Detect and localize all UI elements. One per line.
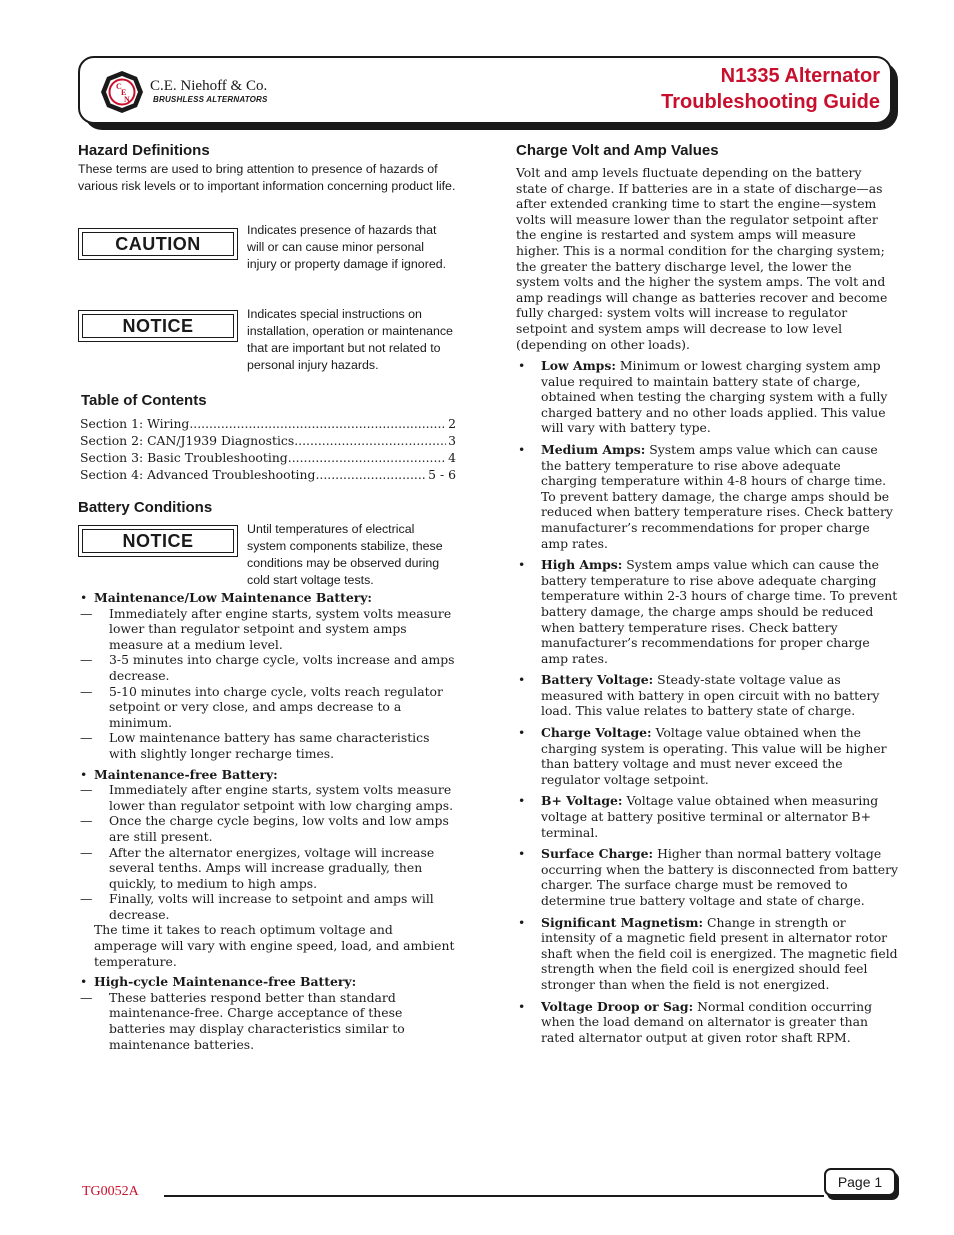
- company-tagline: BRUSHLESS ALTERNATORS: [153, 95, 268, 104]
- definition-item: [516, 672, 900, 719]
- company-logo-icon: [100, 70, 144, 114]
- list-item: — 3-5 minutes into charge cycle, volts increase and amps decrease.: [80, 652, 455, 683]
- caution-label-box: [78, 228, 238, 260]
- definition-item: [516, 557, 900, 666]
- battery-group-title: Maintenance/Low Maintenance Battery:: [94, 590, 373, 605]
- toc-entry[interactable]: Section 4: Advanced Troubleshooting ..... 5 - 6: [80, 466, 456, 483]
- list-item: — 5-10 minutes into charge cycle, volts reach regulator setpoint or very close, and amps decrease to a minimum.: [80, 683, 443, 730]
- title-line-1: N1335 Alternator: [720, 65, 880, 87]
- definition-term: Surface Charge:: [541, 846, 654, 862]
- svg-text:E: E: [121, 88, 127, 97]
- caution-definition: [78, 223, 458, 298]
- hazard-heading: Hazard Definitions: [78, 142, 210, 159]
- company-name: C.E. Niehoff & Co.: [150, 78, 268, 94]
- list-item: — Once the charge cycle begins, low volts and low amps are still present.: [80, 813, 449, 844]
- battery-group: [78, 767, 458, 970]
- notice-text: Indicates special instructions on installation, operation or maintenance that are important but not related to personal injury hazards.: [247, 307, 453, 372]
- bullet-icon: •: [518, 914, 526, 930]
- bullet-icon: •: [518, 672, 526, 688]
- definition-term: Battery Voltage:: [541, 672, 654, 688]
- battery-group-title: Maintenance-free Battery:: [94, 766, 278, 782]
- bullet-icon: •: [518, 557, 526, 573]
- charge-terms-list: [516, 358, 900, 1051]
- bullet-icon: •: [518, 441, 526, 457]
- bullet-icon: •: [80, 590, 88, 605]
- footer-divider: [164, 1195, 824, 1197]
- document-header: [78, 56, 892, 124]
- definition-item: [516, 915, 900, 993]
- definition-item: [516, 846, 900, 908]
- definition-text: Normal condition occurring when the load demand on alternator is greater than rated alternator output at given rotor shaft RPM.: [541, 998, 873, 1045]
- definition-text: Voltage value obtained when the charging system is operating. This value will be higher than battery voltage and must never exceed the regulator voltage setpoint.: [541, 725, 887, 787]
- definition-item: [516, 999, 900, 1046]
- definition-text: Change in strength or intensity of a magnetic field present in alternator rotor shaft when the field coil is energized. The magnetic field strength when the field coil is energized should feel stronger than when the field is not energized.: [541, 914, 898, 992]
- battery-notice-label-box: [78, 525, 238, 557]
- battery-notice-text: Until temperatures of electrical system components stabilize, these conditions may be observed during cold start voltage tests.: [247, 522, 443, 587]
- battery-conditions-list: [78, 590, 458, 1052]
- svg-text:C: C: [116, 82, 122, 91]
- toc-heading: Table of Contents: [81, 392, 207, 409]
- definition-term: Charge Voltage:: [541, 725, 652, 741]
- battery-group: [78, 590, 458, 762]
- document-title: [661, 63, 880, 115]
- toc-entry[interactable]: Section 3: Basic Troubleshooting ..... 4: [80, 449, 456, 466]
- definition-item: [516, 793, 900, 840]
- definition-text: Steady-state voltage value as measured with battery in open circuit with no battery load. This value relates to battery state of charge.: [541, 672, 880, 719]
- caution-label: CAUTION: [82, 232, 234, 256]
- bullet-icon: •: [518, 358, 526, 373]
- notice-definition: [78, 307, 458, 380]
- table-of-contents: [80, 415, 456, 483]
- notice-label: NOTICE: [82, 314, 234, 338]
- toc-entry[interactable]: Section 1: Wiring ..... 2: [80, 415, 456, 432]
- charge-intro: Volt and amp levels fluctuate depending on the battery state of charge. If batteries are in a state of discharge—as after extended cranking time to start the engine—system volts will measure lower than the regulator setpoint after the engine is restarted and system amps will measure higher. This is a normal condition for the charging system; the greater the battery discharge level, the lower the system volts and the higher the system amps. The volt and amp readings will change as batteries recover and become fully charged: system volts will increase to regulator setpoint and system amps will decrease to low level (depending on other loads).: [516, 165, 888, 352]
- bullet-icon: •: [518, 998, 526, 1014]
- battery-group-title: High-cycle Maintenance-free Battery:: [94, 974, 357, 990]
- document-code: TG0052A: [82, 1184, 139, 1199]
- list-item: — Low maintenance battery has same characteristics with slightly longer recharge times.: [80, 730, 430, 761]
- bullet-icon: •: [80, 766, 88, 782]
- charge-heading: Charge Volt and Amp Values: [516, 142, 719, 159]
- bullet-icon: •: [80, 974, 88, 990]
- definition-term: Voltage Droop or Sag:: [541, 998, 694, 1014]
- list-item: — Immediately after engine starts, system volts measure lower than regulator setpoint with low charging amps.: [80, 782, 454, 813]
- definition-term: Significant Magnetism:: [541, 914, 704, 930]
- svg-text:N: N: [124, 95, 130, 104]
- definition-item: [516, 358, 900, 436]
- definition-term: B+ Voltage:: [541, 793, 623, 809]
- list-item: — Finally, volts will increase to setpoint and amps will decrease.: [80, 891, 434, 922]
- definition-text: Minimum or lowest charging system amp value required to maintain battery state of charge, obtained when testing the charging system with a fully charged battery and no other loads applied. This value will vary with battery type.: [541, 358, 888, 436]
- battery-notice: [78, 522, 458, 587]
- battery-notice-label: NOTICE: [82, 529, 234, 553]
- definition-item: [516, 725, 900, 787]
- bullet-icon: •: [518, 793, 526, 809]
- definition-text: Higher than normal battery voltage occurring when the battery is disconnected from battery charger. The surface charge must be removed to determine true battery voltage and state of charge.: [541, 846, 899, 908]
- list-item: — Immediately after engine starts, system volts measure lower than regulator setpoint and system amps measure at a medium level.: [80, 605, 452, 652]
- title-line-2: Troubleshooting Guide: [661, 91, 880, 113]
- bullet-icon: •: [518, 846, 526, 862]
- battery-group: [78, 974, 458, 1052]
- definition-term: Medium Amps:: [541, 441, 646, 457]
- list-item: — These batteries respond better than standard maintenance-free. Charge acceptance of these batteries may display characteristics similar to maintenance batteries.: [80, 989, 405, 1052]
- page-number: Page 1: [824, 1168, 896, 1196]
- hazard-intro: These terms are used to bring attention to presence of hazards of various risk levels or to important information concerning product life.: [78, 162, 456, 193]
- battery-heading: Battery Conditions: [78, 499, 213, 516]
- definition-text: System amps value which can cause the battery temperature to rise above adequate charging temperature within 4-8 hours of charge time. To prevent battery damage, the charge amps should be reduced when battery temperature rises. Check battery manufacturer’s recommendations for proper charge amp rates.: [541, 441, 893, 551]
- definition-text: Voltage value obtained when measuring voltage at battery positive terminal or alternator B+ terminal.: [541, 793, 879, 840]
- definition-item: [516, 442, 900, 551]
- caution-text: Indicates presence of hazards that will or can cause minor personal injury or property damage if ignored.: [247, 223, 447, 271]
- battery-group-note: The time it takes to reach optimum voltage and amperage will vary with engine speed, load, and ambient temperature.: [94, 922, 455, 969]
- list-item: — After the alternator energizes, voltage will increase several tenths. Amps will increase gradually, then quickly, to medium to high amps.: [80, 844, 435, 891]
- definition-term: Low Amps:: [541, 358, 616, 373]
- bullet-icon: •: [518, 725, 526, 741]
- notice-label-box: [78, 310, 238, 342]
- definition-term: High Amps:: [541, 557, 623, 573]
- toc-entry[interactable]: Section 2: CAN/J1939 Diagnostics ..... 3: [80, 432, 456, 449]
- definition-text: System amps value which can cause the battery temperature to rise above adequate charging temperature within 2-3 hours of charge time. To prevent battery damage, the charge amps should be reduced when battery temperature rises. Check battery manufacturer’s recommendations for proper charge amp rates.: [541, 557, 898, 666]
